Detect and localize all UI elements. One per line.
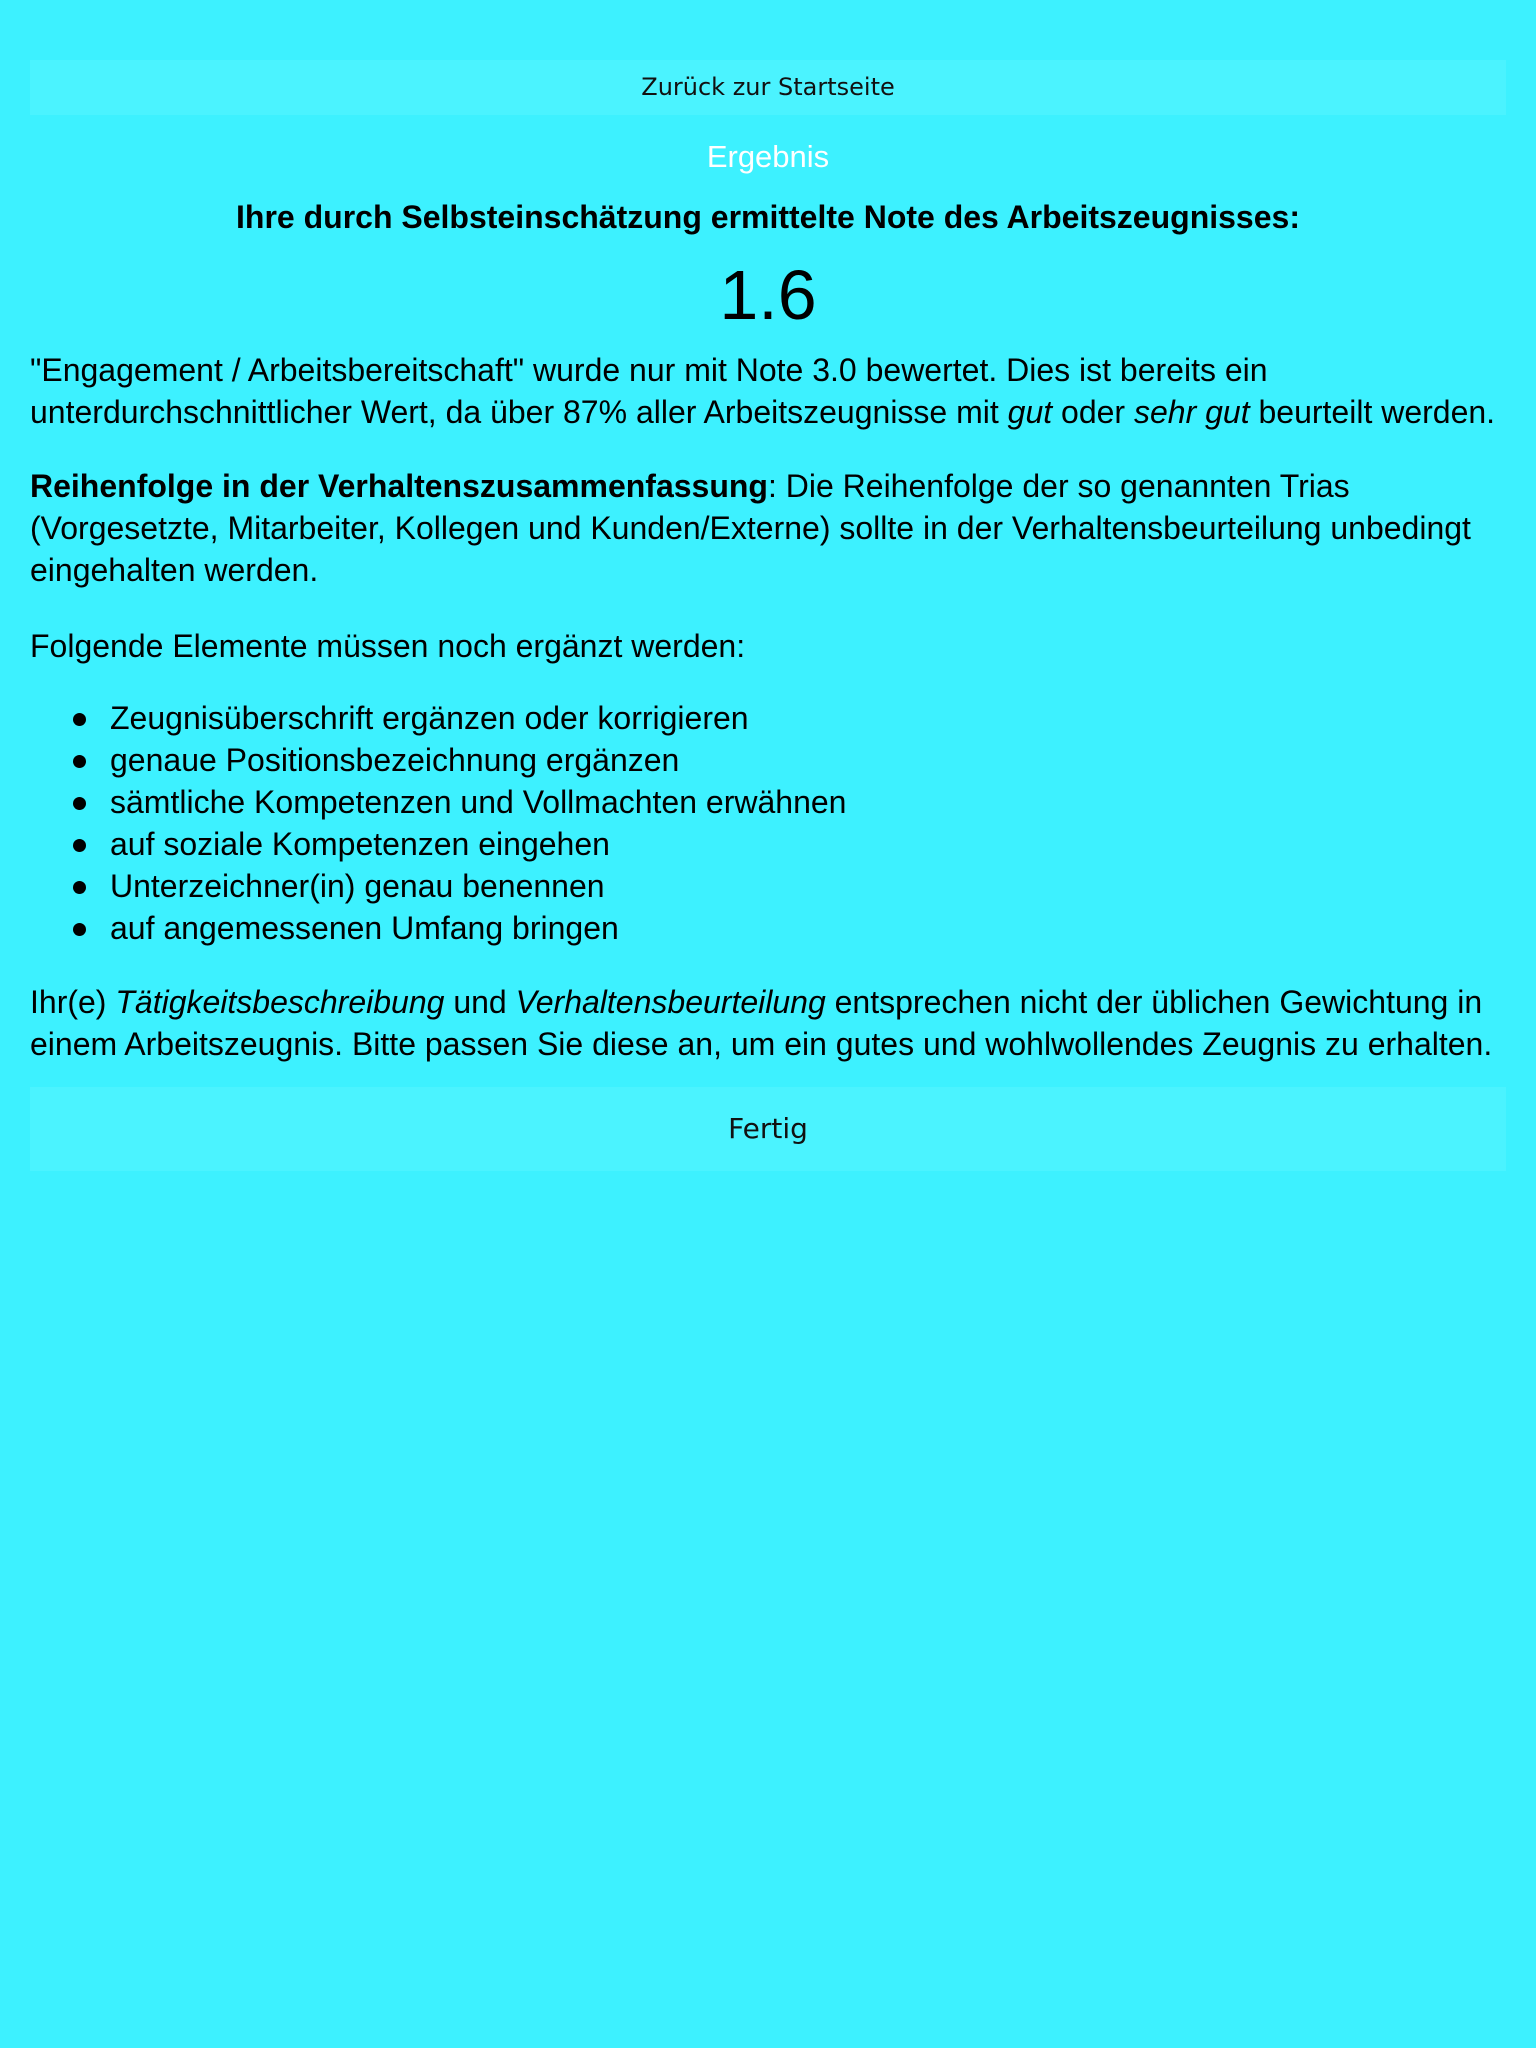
done-button[interactable]: Fertig (30, 1087, 1506, 1171)
list-item-label: auf angemessenen Umfang bringen (110, 910, 619, 946)
list-item (30, 781, 1506, 823)
order-paragraph (30, 465, 1506, 591)
engagement-paragraph (30, 349, 1506, 433)
engagement-emphasis-gut: gut (1007, 394, 1053, 430)
order-title: Reihenfolge in der Verhaltenszusammenfassung (30, 468, 768, 504)
back-to-home-button[interactable]: Zurück zur Startseite (30, 60, 1506, 115)
bullet-icon (73, 713, 86, 726)
bullet-icon (73, 923, 86, 936)
bullet-icon (73, 797, 86, 810)
missing-elements-intro: Folgende Elemente müssen noch ergänzt werden: (30, 628, 746, 664)
engagement-text: "Engagement / Arbeitsbereitschaft" wurde nur mit Note 3.0 bewertet. Dies ist bereits ein unterdurchschnittlicher Wert, da über 87% aller Arbeitszeugnisse mit (30, 352, 1268, 430)
list-item (30, 697, 1506, 739)
list-item-label: genaue Positionsbezeichnung ergänzen (110, 742, 680, 778)
weighting-emphasis-activity: Tätigkeitsbeschreibung (115, 984, 445, 1020)
bullet-icon (73, 881, 86, 894)
bullet-icon (73, 839, 86, 852)
engagement-emphasis-sehr-gut: sehr gut (1133, 394, 1250, 430)
weighting-emphasis-behavior: Verhaltensbeurteilung (515, 984, 826, 1020)
list-item (30, 865, 1506, 907)
weighting-text: entsprechen nicht der üblichen Gewichtung in einem Arbeitszeugnis. Bitte passen Sie diese an, um ein gutes und wohlwollendes Zeugnis zu erhalten. (30, 984, 1493, 1062)
weighting-text: und (444, 984, 516, 1020)
missing-elements-list (30, 697, 1506, 949)
order-text: : Die Reihenfolge der so genannten Trias (Vorgesetzte, Mitarbeiter, Kollegen und Kunden/Externe) sollte in der Verhaltensbeurteilung unbedingt eingehalten werden. (30, 468, 1471, 588)
list-item (30, 739, 1506, 781)
list-item-label: Zeugnisüberschrift ergänzen oder korrigieren (110, 700, 749, 736)
engagement-text: beurteilt werden. (1249, 394, 1496, 430)
list-item-label: auf soziale Kompetenzen eingehen (110, 826, 610, 862)
engagement-text: oder (1052, 394, 1134, 430)
grade-value: 1.6 (719, 256, 817, 334)
list-item (30, 823, 1506, 865)
list-item (30, 907, 1506, 949)
list-item-label: Unterzeichner(in) genau benennen (110, 868, 605, 904)
bullet-icon (73, 755, 86, 768)
list-item-label: sämtliche Kompetenzen und Vollmachten erwähnen (110, 784, 847, 820)
result-heading: Ergebnis (706, 139, 830, 174)
result-subtitle: Ihre durch Selbsteinschätzung ermittelte Note des Arbeitszeugnisses: (236, 199, 1300, 235)
weighting-text: Ihr(e) (30, 984, 116, 1020)
result-page (30, 60, 1506, 1171)
weighting-paragraph (30, 981, 1506, 1065)
